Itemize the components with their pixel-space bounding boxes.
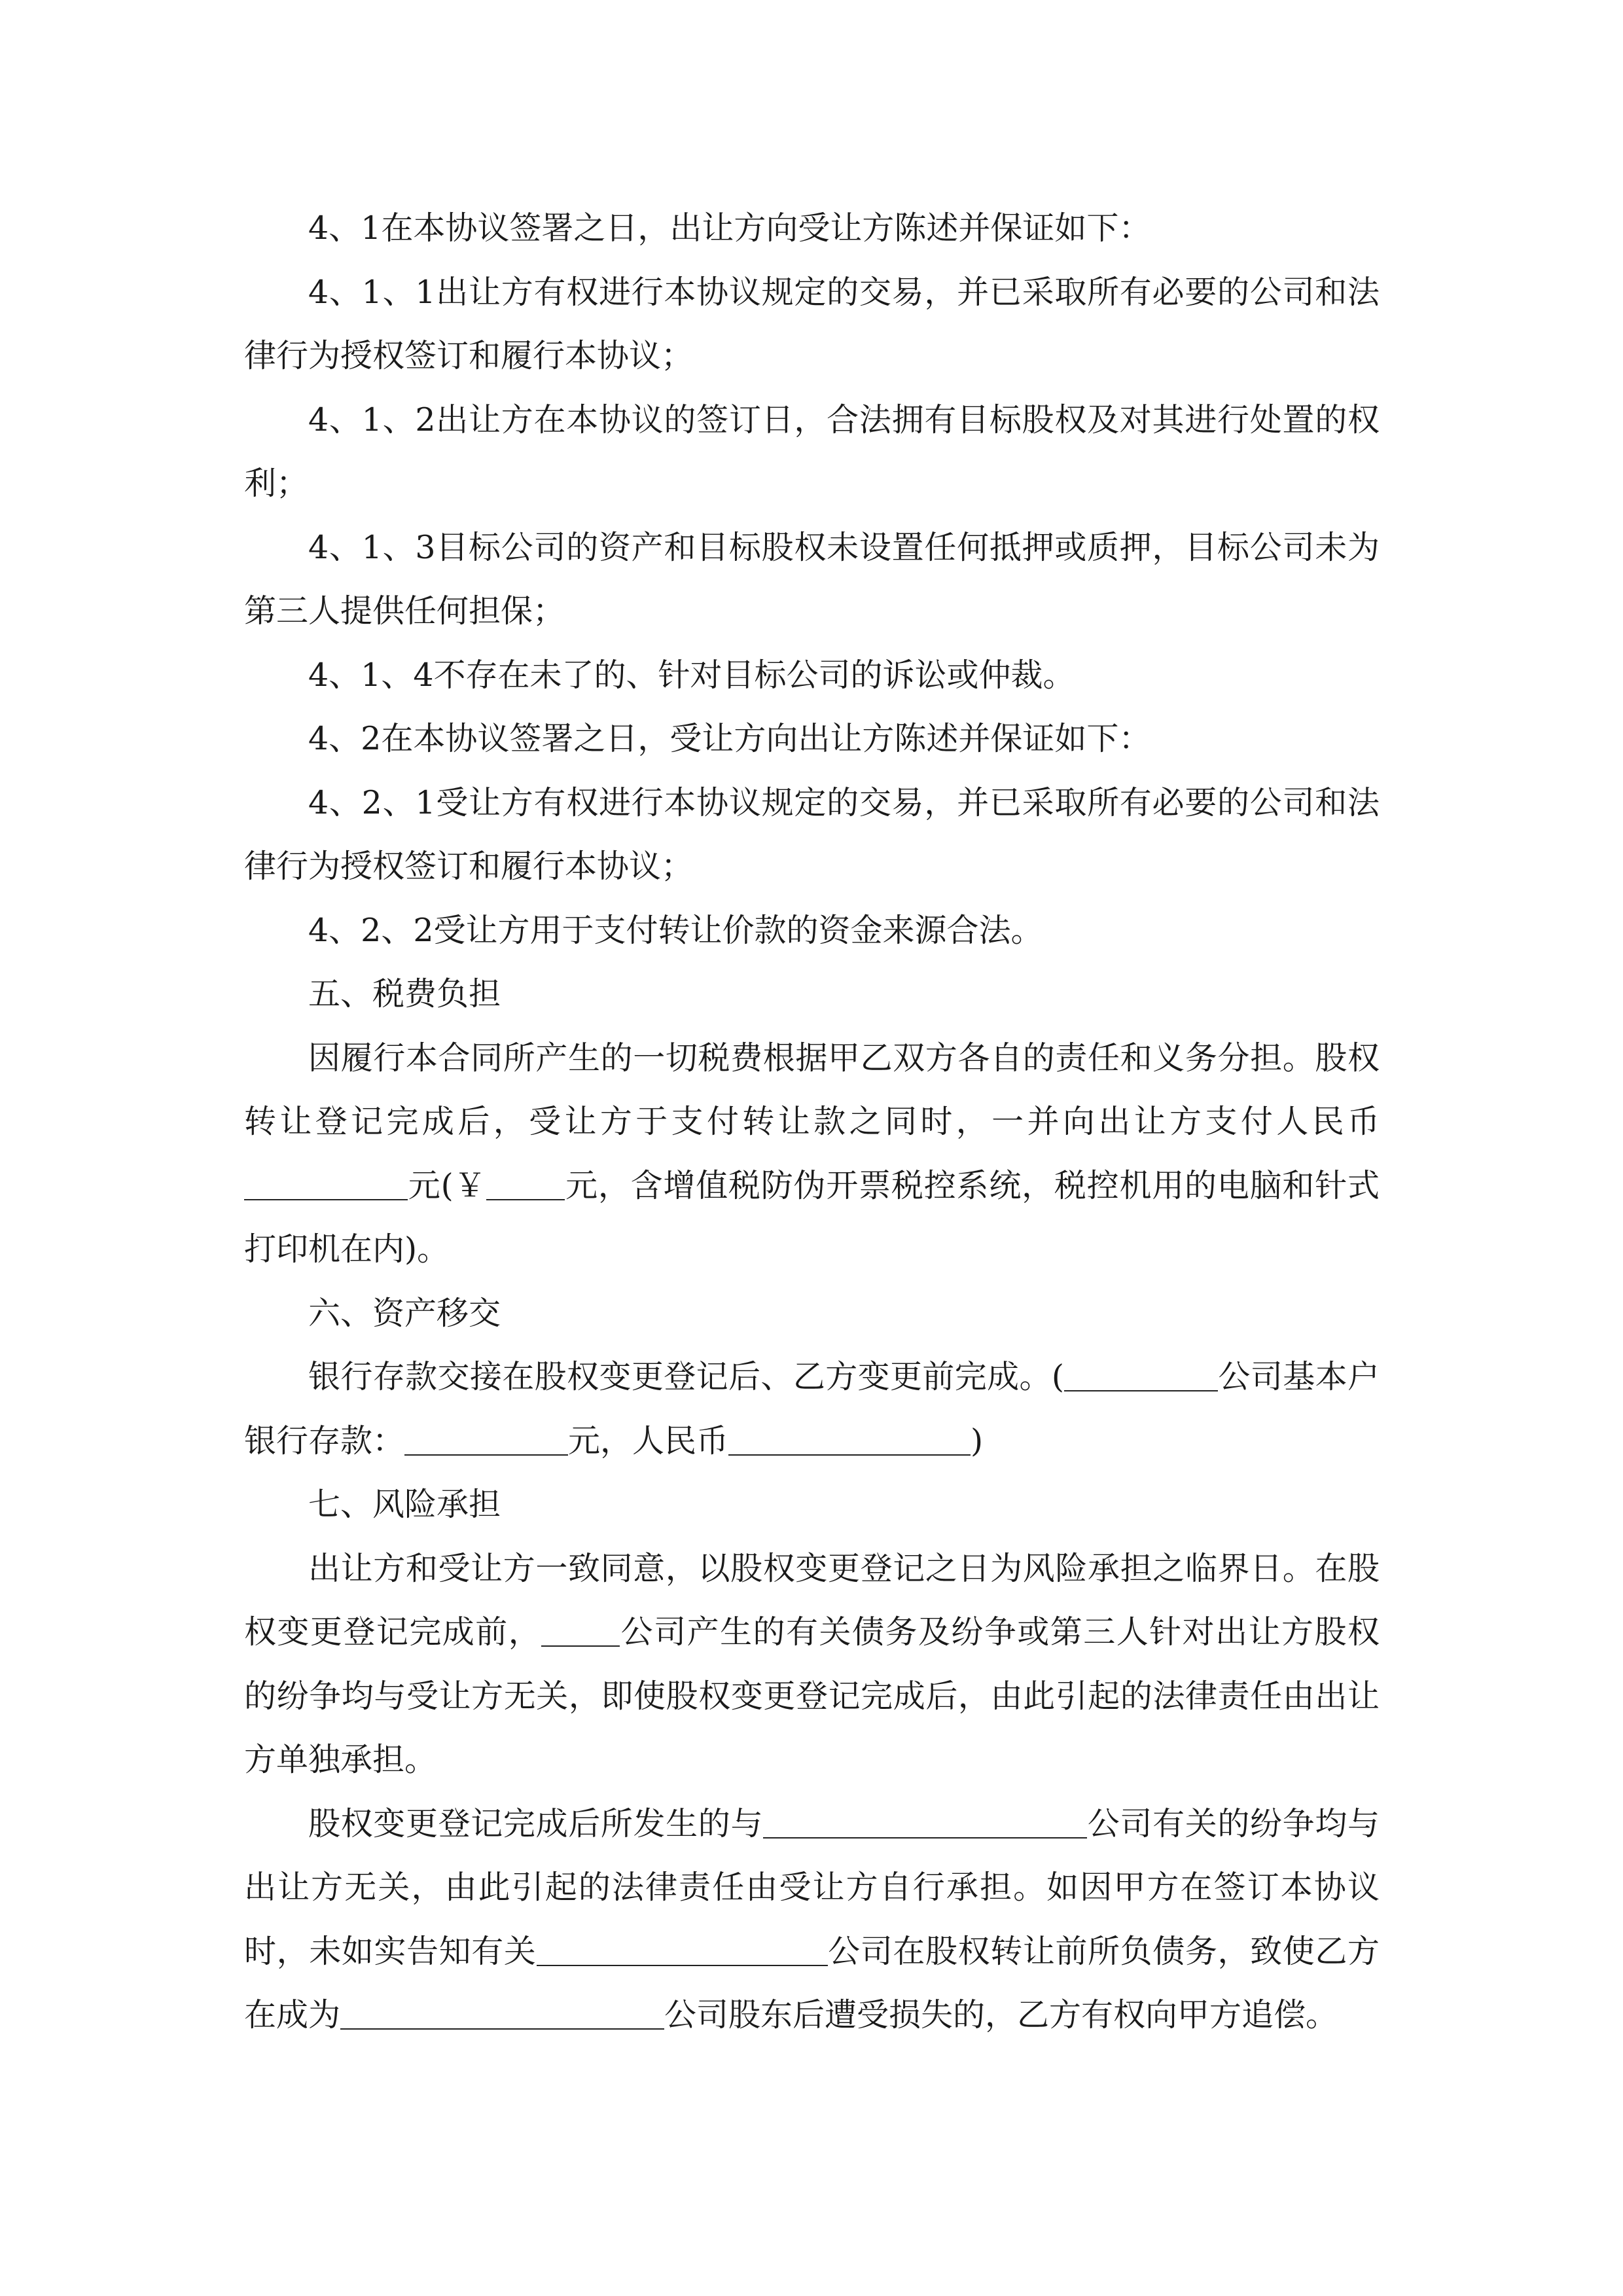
risk-paragraph-1 bbox=[244, 1537, 1380, 1792]
section-heading-assets: 六、资产移交 bbox=[308, 1294, 501, 1332]
fill-blank-deposit-amount[interactable] bbox=[404, 1422, 568, 1456]
tax-text-3: 元，含增值税防伪开票税控系统，税控机用的电脑和针式打印机在内)。 bbox=[244, 1166, 1380, 1268]
fill-blank-deposit-rmb[interactable] bbox=[728, 1422, 971, 1456]
tax-text-1: 因履行本合同所产生的一切税费根据甲乙双方各自的责任和义务分担。股权转让登记完成后，受让方于支付转让款之同时，一并向出让方支付人民币 bbox=[244, 1039, 1380, 1140]
section-heading-risk: 七、风险承担 bbox=[308, 1486, 501, 1523]
risk-paragraph-2 bbox=[244, 1792, 1380, 2047]
assets-text-2: 公司基本户银行存款： bbox=[244, 1358, 1380, 1460]
clause-4-2-1: 4、2、1受让方有权进行本协议规定的交易，并已采取所有必要的公司和法律行为授权签订和履行本协议； bbox=[244, 783, 1380, 885]
clause-4-2: 4、2在本协议签署之日，受让方向出让方陈述并保证如下： bbox=[308, 720, 1151, 757]
fill-blank-amount-rmb[interactable] bbox=[244, 1167, 408, 1200]
tax-paragraph bbox=[244, 1026, 1380, 1282]
risk-text-1: 出让方和受让方一致同意，以股权变更登记之日为风险承担之临界日。在股权变更登记完成前， bbox=[244, 1549, 1380, 1651]
clause-4-1-4: 4、1、4不存在未了的、针对目标公司的诉讼或仲裁。 bbox=[308, 656, 1075, 694]
assets-text-4: ) bbox=[971, 1422, 984, 1460]
risk2-text-4: 公司股东后遭受损失的，乙方有权向甲方追偿。 bbox=[664, 1996, 1338, 2034]
assets-text-3: 元，人民币 bbox=[568, 1422, 729, 1460]
section-heading-tax: 五、税费负担 bbox=[308, 975, 501, 1013]
fill-blank-amount-yen[interactable] bbox=[486, 1167, 565, 1200]
fill-blank-shareholder-company[interactable] bbox=[340, 1996, 664, 2030]
document-body bbox=[244, 196, 1380, 2047]
risk2-text-3: 公司在股权转让前所负债务，致使乙方在成为 bbox=[244, 1932, 1380, 2034]
risk2-text-2: 公司有关的纷争均与出让方无关，由此引起的法律责任由受让方自行承担。如因甲方在签订本协议时，未如实告知有关 bbox=[244, 1804, 1380, 1970]
assets-text-1: 银行存款交接在股权变更登记后、乙方变更前完成。( bbox=[308, 1358, 1065, 1395]
fill-blank-company-name[interactable] bbox=[1064, 1358, 1218, 1391]
risk2-text-1: 股权变更登记完成后所发生的与 bbox=[308, 1804, 764, 1842]
clause-4-1: 4、1在本协议签署之日，出让方向受让方陈述并保证如下： bbox=[308, 209, 1151, 247]
fill-blank-debt-company[interactable] bbox=[537, 1933, 828, 1966]
fill-blank-dispute-company[interactable] bbox=[763, 1805, 1087, 1839]
assets-paragraph bbox=[244, 1345, 1380, 1473]
tax-text-2: 元(￥ bbox=[408, 1166, 487, 1204]
clause-4-2-2: 4、2、2受让方用于支付转让价款的资金来源合法。 bbox=[308, 911, 1043, 949]
risk-text-2: 公司产生的有关债务及纷争或第三人针对出让方股权的纷争均与受让方无关，即使股权变更登记完成后，由此引起的法律责任由出让方单独承担。 bbox=[244, 1613, 1380, 1778]
clause-4-1-1: 4、1、1出让方有权进行本协议规定的交易，并已采取所有必要的公司和法律行为授权签订和履行本协议； bbox=[244, 273, 1380, 374]
clause-4-1-3: 4、1、3目标公司的资产和目标股权未设置任何抵押或质押，目标公司未为第三人提供任何担保； bbox=[244, 528, 1380, 630]
fill-blank-risk-company[interactable] bbox=[541, 1613, 620, 1647]
clause-4-1-2: 4、1、2出让方在本协议的签订日，合法拥有目标股权及对其进行处置的权利； bbox=[244, 401, 1380, 502]
